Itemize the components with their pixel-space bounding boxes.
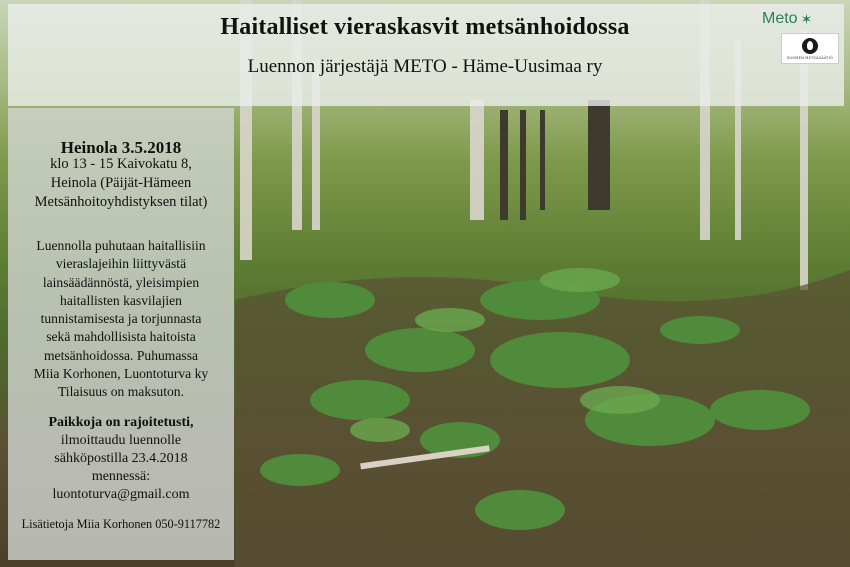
description-line: Luennolla puhutaan haitallisiin: [36, 238, 206, 253]
meto-logo-text: Meto: [762, 10, 798, 27]
description-line: tunnistamisesta ja torjunnasta: [40, 311, 202, 327]
forest-foundation-logo: [781, 33, 839, 64]
time-address-line: klo 13 - 15 Kaivokatu 8,: [50, 156, 192, 172]
foundation-logo-text: SUOMEN METSÄSÄÄTIÖ: [786, 56, 834, 60]
registration-info: [12, 414, 230, 504]
registration-line: mennessä:: [91, 469, 151, 484]
registration-line: ilmoittaudu luennolle: [60, 433, 182, 448]
more-info-contact: Lisätietoja Miia Korhonen 050-9117782: [21, 517, 221, 531]
event-description: [12, 237, 230, 402]
meto-star-icon: ✶: [800, 10, 813, 27]
event-date-place: Heinola 3.5.2018: [60, 138, 182, 157]
poster-subtitle: Luennon järjestäjä METO - Häme-Uusimaa ry: [247, 56, 603, 77]
time-address-line: Heinola (Päijät-Hämeen: [50, 175, 192, 191]
description-line: Miia Korhonen, Luontoturva ky: [33, 366, 209, 382]
event-time-address: [10, 155, 232, 212]
time-address-line: Metsänhoitoyhdistyksen tilat): [34, 194, 208, 210]
registration-line: sähköpostilla 23.4.2018: [54, 451, 188, 466]
description-line: lainsäädännöstä, yleisimpien: [42, 274, 200, 290]
description-line: metsänhoidossa. Puhumassa: [43, 347, 199, 363]
registration-heading: Paikkoja on rajoitetusti,: [48, 415, 194, 430]
registration-email[interactable]: luontoturva@gmail.com: [52, 487, 190, 502]
description-line: Tilaisuus on maksuton.: [57, 384, 184, 400]
poster-title: Haitalliset vieraskasvit metsänhoidossa: [220, 14, 630, 40]
description-line: sekä mahdollisista haitoista: [46, 329, 196, 345]
info-panel: [8, 108, 234, 560]
foundation-emblem-icon: [802, 38, 818, 54]
meto-logo: [762, 8, 838, 30]
description-line: vieraslajeihin liittyvästä: [55, 256, 187, 272]
description-line: haitallisten kasvilajien: [60, 292, 182, 308]
